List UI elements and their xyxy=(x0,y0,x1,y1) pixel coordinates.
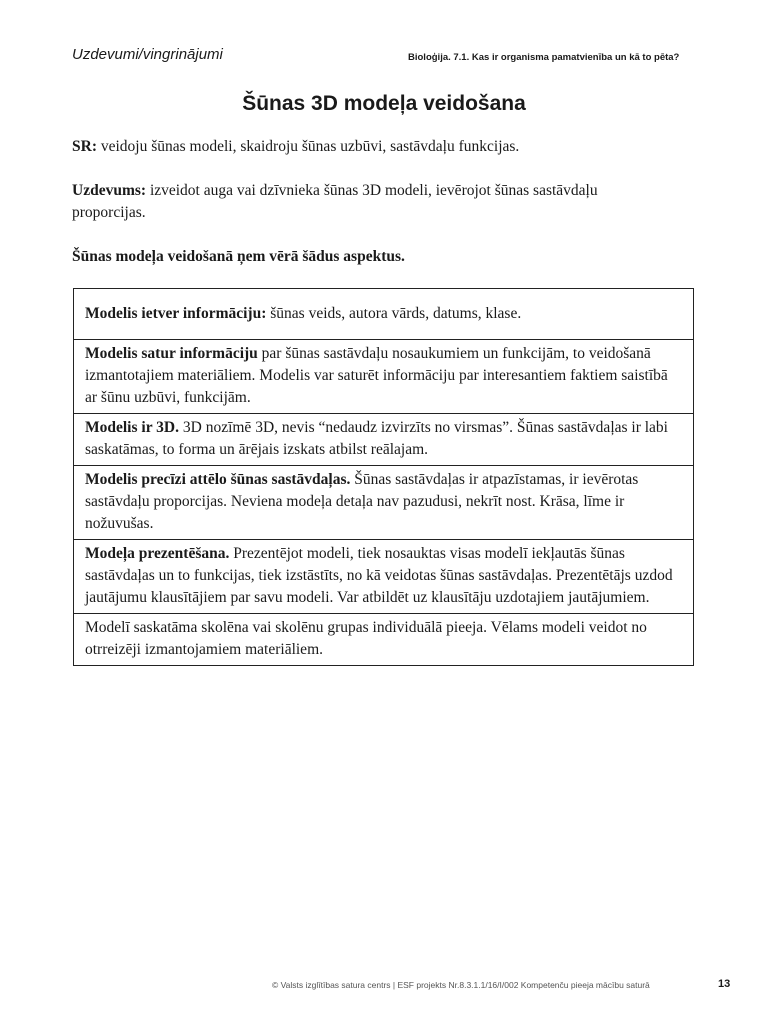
table-row xyxy=(74,540,694,614)
criteria-text: šūnas veids, autora vārds, datums, klase. xyxy=(266,304,522,322)
learning-outcome xyxy=(72,136,672,158)
page-title: Šūnas 3D modeļa veidošana xyxy=(242,92,526,115)
table-row xyxy=(74,289,694,340)
table-row xyxy=(74,614,694,666)
task-label: Uzdevums: xyxy=(72,182,147,199)
footer-credits: © Valsts izglītības satura centrs | ESF projekts Nr.8.3.1.1/16/I/002 Kompetenču pieeja mācību saturā xyxy=(272,980,650,990)
criteria-bold: Modelis ietver informāciju: xyxy=(85,304,267,322)
learning-outcome-text: veidoju šūnas modeli, skaidroju šūnas uzbūvi, sastāvdaļu funkcijas. xyxy=(96,138,520,155)
criteria-cell xyxy=(74,540,694,614)
criteria-text: Prezentējot modeli, tiek nosauktas visas modelī iekļautās šūnas sastāvdaļas un to funkcijas, tiek izstāstīts, no kā veidotas šūnas sastāvdaļas. Prezentētājs uzdod jautājumu klausītājiem par savu modeli. Var atbildēt uz klausītāju uzdotajiem jautājumiem. xyxy=(85,545,673,606)
criteria-cell xyxy=(74,466,694,540)
criteria-text: Modelī saskatāma skolēna vai skolēnu grupas individuālā pieeja. Vēlams modeli veidot no otrreizēji izmantojamiem materiāliem. xyxy=(85,619,647,658)
criteria-bold: Modelis precīzi attēlo šūnas sastāvdaļas. xyxy=(85,471,351,488)
criteria-text: Šūnas sastāvdaļas ir atpazīstamas, ir ievērotas sastāvdaļu proporcijas. Neviena modeļa detaļa nav pazudusi, nekrīt nost. Krāsa, līme ir nožuvušas. xyxy=(85,471,639,532)
criteria-cell xyxy=(74,614,694,666)
table-row xyxy=(74,466,694,540)
criteria-cell xyxy=(74,340,694,414)
table-row xyxy=(74,414,694,466)
header-course-title: Bioloģija. 7.1. Kas ir organisma pamatvienība un kā to pēta? xyxy=(408,52,680,63)
criteria-text: par šūnas sastāvdaļu nosaukumiem un funkcijām, to veidošanā izmantotajiem materiāliem. Modelis var saturēt informāciju par interesantiem faktiem saistībā ar šūnu uzbūvi, funkcijām. xyxy=(85,345,668,406)
learning-outcome-label: SR: xyxy=(72,138,97,155)
header-section-label: Uzdevumi/vingrinājumi xyxy=(72,46,223,63)
criteria-bold: Modelis ir 3D. xyxy=(85,419,179,436)
task-description xyxy=(72,180,672,224)
criteria-cell xyxy=(74,414,694,466)
aspects-heading: Šūnas modeļa veidošanā ņem vērā šādus aspektus. xyxy=(72,248,405,265)
table-row xyxy=(74,340,694,414)
criteria-cell xyxy=(74,289,694,340)
criteria-bold: Modeļa prezentēšana. xyxy=(85,545,230,562)
criteria-text: 3D nozīmē 3D, nevis “nedaudz izvirzīts no virsmas”. Šūnas sastāvdaļas ir labi saskatāmas, to forma un ārējais izskats atbilst reālajam. xyxy=(85,419,668,458)
task-text: izveidot auga vai dzīvnieka šūnas 3D modeli, ievērojot šūnas sastāvdaļu proporcijas. xyxy=(72,182,598,221)
page-number: 13 xyxy=(718,978,731,990)
criteria-bold: Modelis satur informāciju xyxy=(85,345,258,362)
criteria-table xyxy=(73,288,694,666)
